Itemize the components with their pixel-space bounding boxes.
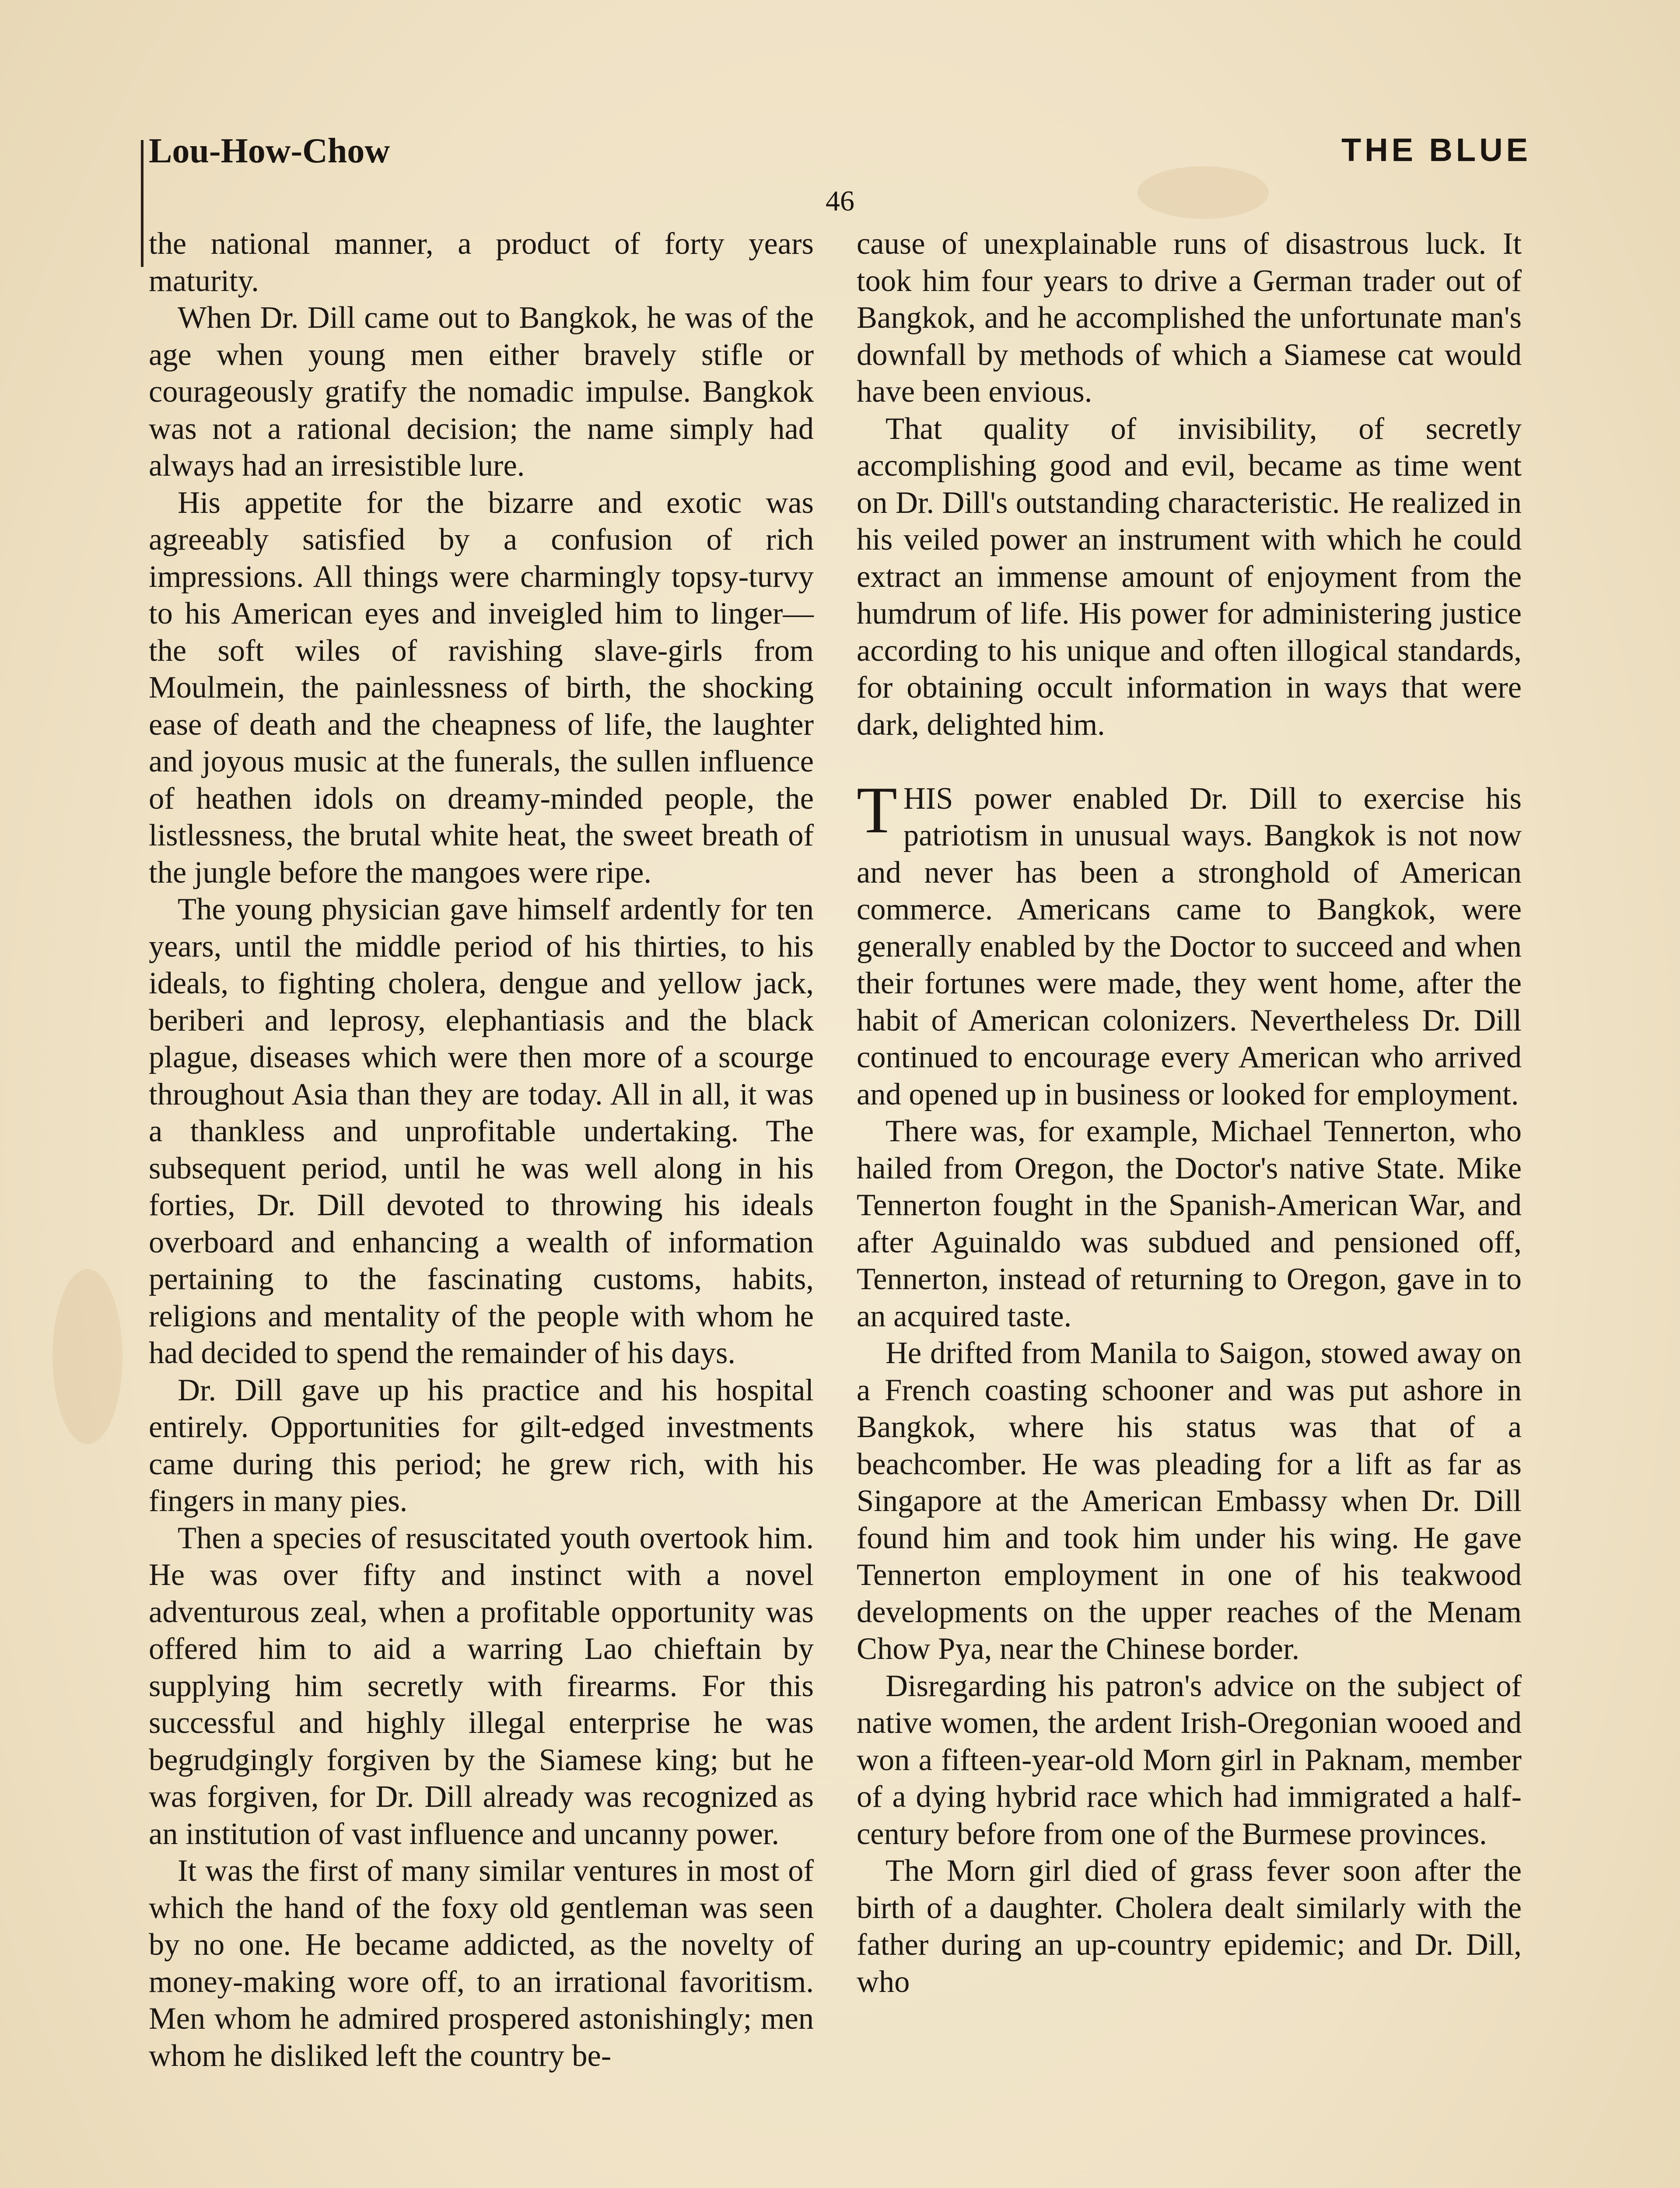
paragraph: Dr. Dill gave up his practice and his hospital entirely. Opportunities for gilt-edged investments came during this period; he grew rich, with his fingers in many pies. bbox=[149, 1373, 814, 1518]
paragraph: He drifted from Manila to Saigon, stowed away on a French coasting schooner and was put ashore in Bangkok, where his status was that of a beachcomber. He was pleading for a lift as far as Singapore at the American Embassy when Dr. Dill found him and took him under his wing. He gave Tennerton employment in one of his teakwood developments on the upper reaches of the Menam Chow Pya, near the Chinese border. bbox=[857, 1336, 1522, 1666]
paragraph: the national manner, a product of forty years maturity. bbox=[149, 227, 814, 298]
paragraph: The young physician gave himself ardently for ten years, until the middle period of his thirties, to his ideals, to fighting cholera, dengue and yellow jack, beriberi and leprosy, elephantiasis and the black plague, diseases which were then more of a scourge throughout Asia than they are today. All in all, it was a thankless and unprofitable undertaking. The subsequent period, until he was well along in his forties, Dr. Dill devoted to throwing his ideals overboard and enhancing a wealth of information pertaining to the fascinating customs, habits, religions and mentality of the people with whom he had decided to spend the remainder of his days. bbox=[149, 892, 814, 1370]
paragraph: That quality of invisibility, of secretly accomplishing good and evil, became as time went on Dr. Dill's outstanding characteristic. He realized in his veiled power an instrument with which he could extract an immense amount of enjoyment from the humdrum of life. His power for administering justice according to his unique and often illogical standards, for obtaining occult information in ways that were dark, delighted him. bbox=[857, 411, 1522, 742]
running-head bbox=[131, 131, 1531, 188]
margin-rule bbox=[141, 140, 144, 267]
paragraph: Disregarding his patron's advice on the subject of native women, the ardent Irish-Oregonian wooed and won a fifteen-year-old Morn girl in Paknam, member of a dying hybrid race which had immigrated a half-century before from one of the Burmese provinces. bbox=[857, 1669, 1522, 1851]
right-column bbox=[857, 225, 1522, 2000]
paragraph: cause of unexplainable runs of disastrous luck. It took him four years to drive a German trader out of Bangkok, and he accomplished the unfortunate man's downfall by methods of which a Siamese cat would have been envious. bbox=[857, 227, 1522, 409]
paragraph: It was the first of many similar ventures in most of which the hand of the foxy old gentleman was seen by no one. He became addicted, as the novelty of money-making wore off, to an irrational favoritism. Men whom he admired prospered astonishingly; men whom he disliked left the country be- bbox=[149, 1854, 814, 2073]
drop-cap: T bbox=[857, 773, 897, 847]
paragraph: Then a species of resuscitated youth overtook him. He was over fifty and instinct with a novel adventurous zeal, when a profitable opportunity was offered him to aid a warring Lao chieftain by supplying him secretly with firearms. For this successful and highly illegal enterprise he was begrudgingly forgiven by the Siamese king; but he was forgiven, for Dr. Dill already was recognized as an institution of vast influence and uncanny power. bbox=[149, 1521, 814, 1851]
paragraph: There was, for example, Michael Tennerton, who hailed from Oregon, the Doctor's native State. Mike Tennerton fought in the Spanish-American War, and after Aguinaldo was subdued and pensioned off, Tennerton, instead of returning to Oregon, gave in to an acquired taste. bbox=[857, 1114, 1522, 1333]
paragraph: His appetite for the bizarre and exotic was agreeably satisfied by a confusion of rich impressions. All things were charmingly topsy-turvy to his American eyes and inveigled him to linger—the soft wiles of ravishing slave-girls from Moulmein, the painlessness of birth, the shocking ease of death and the cheapness of life, the laughter and joyous music at the funerals, the sullen influence of heathen idols on dreamy-minded people, the listlessness, the brutal white heat, the sweet breath of the jungle before the mangoes were ripe. bbox=[149, 485, 814, 890]
section-opening-text: HIS power enabled Dr. Dill to exercise his patriotism in unusual ways. Bangkok is not now and never has been a stronghold of American commerce. Americans came to Bangkok, were generally enabled by the Doctor to succeed and when their fortunes were made, they went home, after the habit of American colonizers. Nevertheless Dr. Dill continued to encourage every American who arrived and opened up in business or looked for employment. bbox=[857, 781, 1522, 1112]
page-number: 46 bbox=[826, 185, 854, 217]
magazine-name: THE BLUE bbox=[1341, 132, 1531, 168]
section-title: Lou-How-Chow bbox=[149, 132, 390, 170]
paragraph: When Dr. Dill came out to Bangkok, he was of the age when young men either bravely stifle or courageously gratify the nomadic impulse. Bangkok was not a rational decision; the name simply had always had an irresistible lure. bbox=[149, 301, 814, 483]
paragraph: The Morn girl died of grass fever soon after the birth of a daughter. Cholera dealt similarly with the father during an up-country epidemic; and Dr. Dill, who bbox=[857, 1854, 1522, 1999]
section-opening-paragraph bbox=[857, 773, 1522, 1113]
left-column bbox=[149, 225, 814, 2074]
paper-stain bbox=[52, 1269, 122, 1444]
